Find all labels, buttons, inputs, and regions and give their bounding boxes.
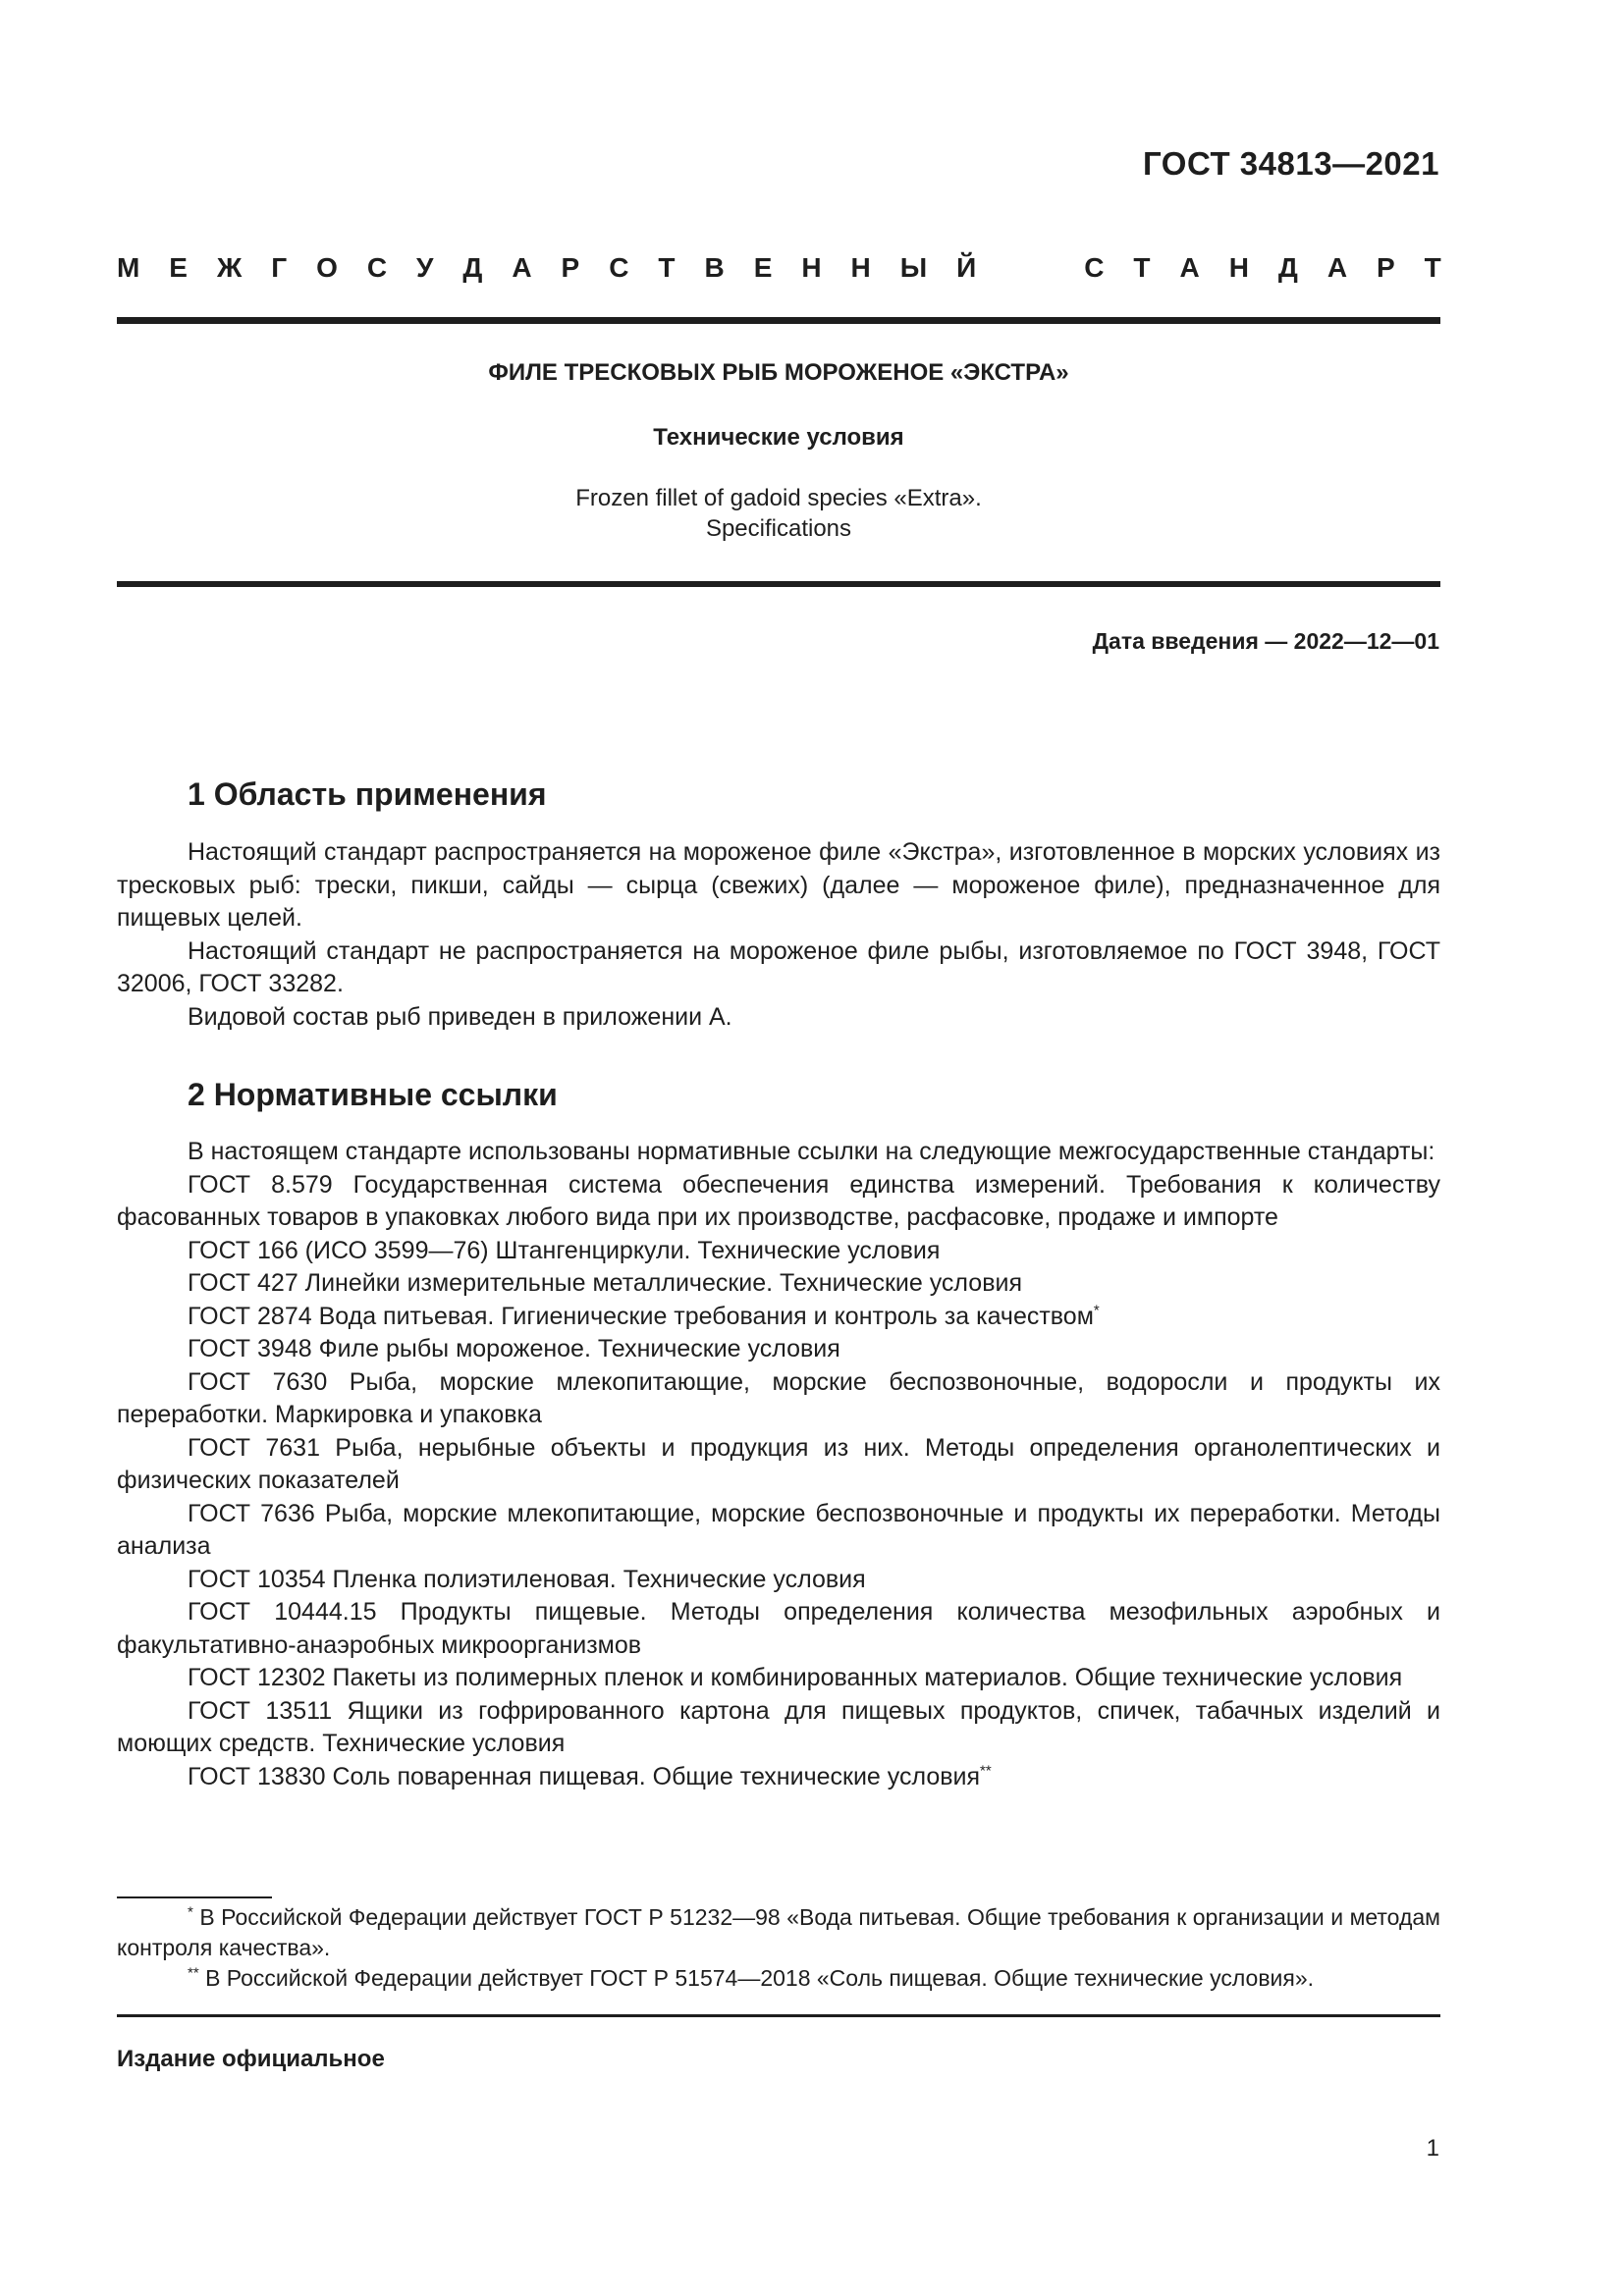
interstate-standard-banner	[117, 252, 1441, 284]
banner-letter: С	[1084, 252, 1105, 283]
footnote-mark: *	[1093, 1302, 1100, 1319]
footnote	[117, 1963, 1440, 1994]
banner-letter: А	[1179, 252, 1200, 283]
footer-rule	[117, 2014, 1440, 2017]
banner-letter: В	[704, 252, 725, 283]
footnote-mark: **	[980, 1762, 992, 1780]
reference-item	[117, 1695, 1440, 1761]
banner-letter: Г	[271, 252, 288, 283]
title-rule	[117, 581, 1440, 587]
banner-letter: А	[512, 252, 532, 283]
reference-text: ГОСТ 2874 Вода питьевая. Гигиенические требования и контроль за качеством	[188, 1302, 1094, 1330]
reference-text: ГОСТ 7630 Рыба, морские млекопитающие, морские беспозвоночные, водоросли и продукты их переработки. Маркировка и упаковка	[117, 1367, 1440, 1428]
footnote-mark: *	[188, 1903, 193, 1921]
banner-letter: Д	[462, 252, 483, 283]
reference-text: ГОСТ 7631 Рыба, нерыбные объекты и продукция из них. Методы определения органолептических и физических показателей	[117, 1433, 1440, 1494]
english-title	[117, 483, 1440, 544]
section-1-paragraph: Настоящий стандарт не распространяется на мороженое филе рыбы, изготовляемое по ГОСТ 3948, ГОСТ 32006, ГОСТ 33282.	[117, 936, 1440, 997]
banner-letter: Д	[1277, 252, 1298, 283]
section-1-paragraph: Видовой состав рыб приведен в приложении А.	[188, 1002, 732, 1031]
reference-text: ГОСТ 13511 Ящики из гофрированного картона для пищевых продуктов, спичек, табачных изделий и моющих средств. Технические условия	[117, 1696, 1440, 1757]
banner-letter: Ж	[216, 252, 243, 283]
banner-letter: Р	[1377, 252, 1395, 283]
banner-letter: У	[416, 252, 434, 283]
reference-text: ГОСТ 13830 Соль поваренная пищевая. Общие технические условия	[188, 1762, 981, 1790]
banner-letter: А	[1326, 252, 1348, 283]
footnote-mark: **	[188, 1964, 199, 1982]
banner-letter: С	[609, 252, 629, 283]
reference-item	[117, 1235, 1440, 1268]
banner-letter: Т	[1133, 252, 1151, 283]
reference-text: ГОСТ 7636 Рыба, морские млекопитающие, морские беспозвоночные и продукты их переработки. Методы анализа	[117, 1499, 1440, 1560]
reference-item	[117, 1432, 1440, 1498]
banner-letter: Н	[801, 252, 822, 283]
gost-number: ГОСТ 34813—2021	[1143, 145, 1439, 182]
reference-item	[117, 1333, 1440, 1366]
reference-item	[117, 1301, 1440, 1334]
reference-item	[117, 1169, 1440, 1235]
reference-item	[117, 1366, 1440, 1432]
normative-references-list	[117, 1169, 1440, 1794]
introduction-date: Дата введения — 2022—12—01	[1092, 628, 1439, 654]
section-1-heading: 1 Область применения	[188, 776, 547, 812]
banner-letter: Н	[850, 252, 871, 283]
banner-letter: О	[316, 252, 338, 283]
reference-item	[117, 1498, 1440, 1564]
banner-letter: Ы	[899, 252, 928, 283]
banner-letter: Й	[956, 252, 977, 283]
reference-text: ГОСТ 166 (ИСО 3599—76) Штангенциркули. Технические условия	[188, 1236, 941, 1264]
banner-letter: Е	[753, 252, 773, 283]
document-subtitle: Технические условия	[653, 424, 904, 451]
english-title-line-1: Frozen fillet of gadoid species «Extra».	[575, 485, 982, 511]
reference-text: ГОСТ 3948 Филе рыбы мороженое. Технические условия	[188, 1335, 840, 1362]
reference-item	[117, 1596, 1440, 1662]
banner-letter: Н	[1228, 252, 1249, 283]
section-1-paragraph: Настоящий стандарт распространяется на мороженое филе «Экстра», изготовленное в морских условиях из тресковых рыб: трески, пикши, сайды — сырца (свежих) (далее — мороженое филе), предназначенное для пищевых целей.	[117, 838, 1440, 932]
footnote-separator	[117, 1896, 272, 1898]
reference-text: ГОСТ 8.579 Государственная система обеспечения единства измерений. Требования к количеству фасованных товаров в упаковках любого вида при их производстве, расфасовке, продаже и импорте	[117, 1170, 1440, 1231]
english-title-line-2: Specifications	[705, 515, 852, 542]
banner-letter: С	[366, 252, 388, 283]
document-title: ФИЛЕ ТРЕСКОВЫХ РЫБ МОРОЖЕНОЕ «ЭКСТРА»	[488, 359, 1069, 386]
official-edition-label: Издание официальное	[117, 2046, 385, 2072]
banner-letter: Р	[561, 252, 580, 283]
banner-letter: Т	[1424, 252, 1441, 283]
reference-item	[117, 1267, 1440, 1301]
banner-word-gap	[1005, 252, 1055, 284]
footnote-text: В Российской Федерации действует ГОСТ Р 51574—2018 «Соль пищевая. Общие технические условия».	[198, 1965, 1315, 1991]
banner-letter: Т	[658, 252, 676, 283]
reference-text: ГОСТ 10354 Пленка полиэтиленовая. Технические условия	[188, 1565, 866, 1593]
reference-item	[117, 1761, 1440, 1794]
footnote-text: В Российской Федерации действует ГОСТ Р 51232—98 «Вода питьевая. Общие требования к организации и методам контроля качества».	[117, 1904, 1440, 1960]
reference-item	[117, 1564, 1440, 1597]
banner-letter: М	[117, 252, 140, 283]
banner-letter: Е	[169, 252, 188, 283]
reference-item	[117, 1662, 1440, 1695]
page-number: 1	[1426, 2135, 1439, 2162]
reference-text: ГОСТ 12302 Пакеты из полимерных пленок и комбинированных материалов. Общие технические условия	[188, 1664, 1403, 1691]
reference-text: ГОСТ 10444.15 Продукты пищевые. Методы определения количества мезофильных аэробных и факультативно-анаэробных микроорганизмов	[117, 1598, 1440, 1659]
section-1-body	[117, 836, 1440, 1034]
reference-text: ГОСТ 427 Линейки измерительные металлические. Технические условия	[188, 1269, 1022, 1297]
section-2-heading: 2 Нормативные ссылки	[188, 1077, 558, 1112]
footnote	[117, 1902, 1440, 1963]
section-2-body	[117, 1136, 1440, 1793]
section-2-intro: В настоящем стандарте использованы нормативные ссылки на следующие межгосударственные стандарты:	[188, 1138, 1435, 1165]
footnotes	[117, 1902, 1440, 1994]
header-rule	[117, 317, 1440, 324]
